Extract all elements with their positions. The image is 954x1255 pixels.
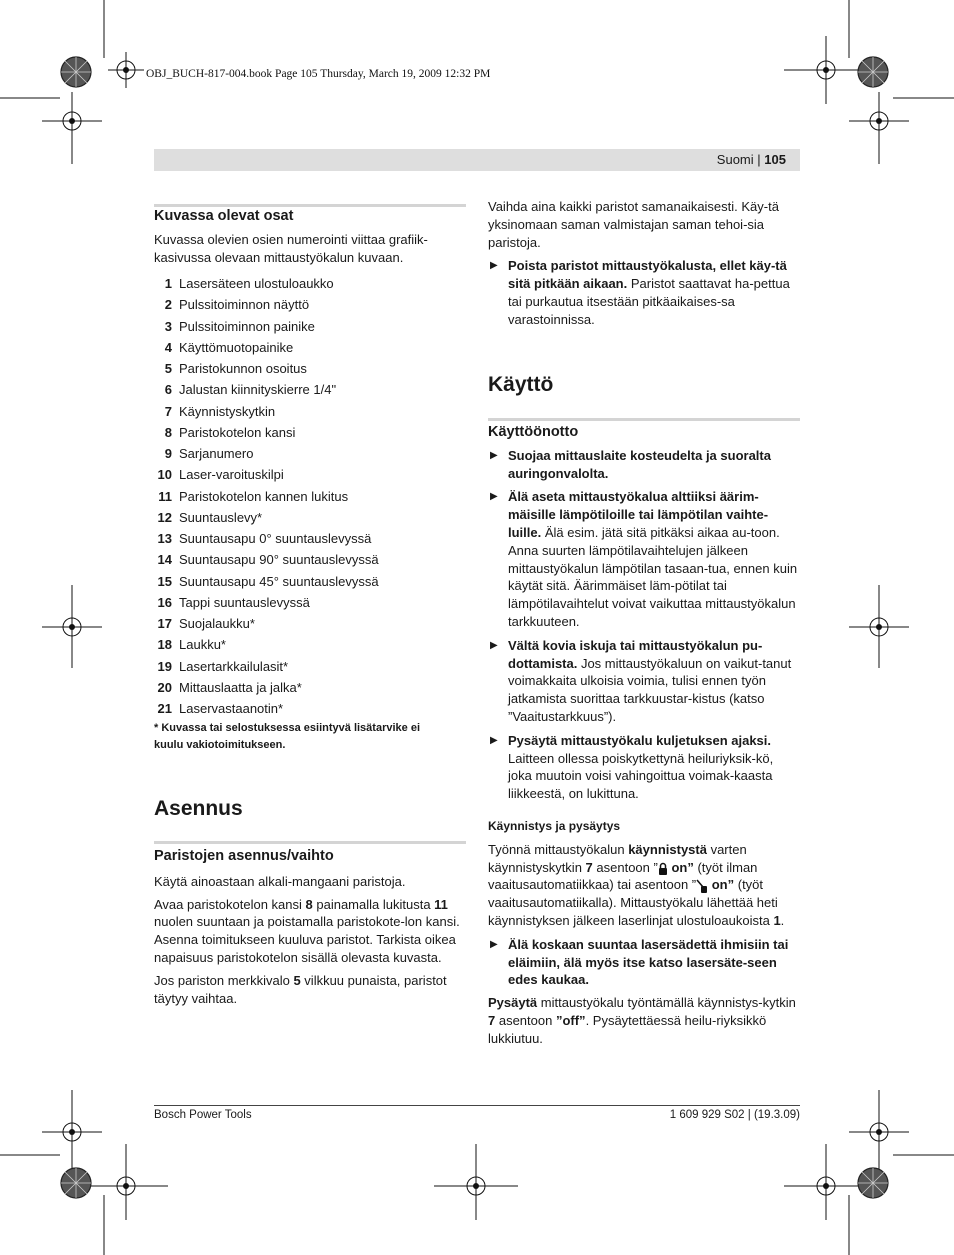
footer-doc-number: 1 609 929 S02 | (19.3.09) xyxy=(669,1109,800,1121)
part-number: 16 xyxy=(157,594,172,610)
part-label: Suuntauslevy* xyxy=(179,509,263,525)
operation-section xyxy=(488,373,800,396)
footnote xyxy=(154,720,466,753)
page-number: 105 xyxy=(764,152,786,167)
part-number: 2 xyxy=(164,297,172,313)
bullet-item: ▶ Vältä kovia iskuja tai mittaustyökalun pu-dottamista. Jos mittaustyökaluun on vaikut-tanut voimakkaita ulkoisia voimia, tulisi ennen työn jatkamista suorittaa tarkkuustar-kistus (katso ”Vaaitustarkkuus”). xyxy=(490,637,792,724)
footnote-line-2: kuulu vakiotoimitukseen. xyxy=(154,738,286,751)
list-item xyxy=(154,528,466,549)
part-number: 4 xyxy=(164,339,172,355)
battery-paragraph-4: Vaihda aina kaikki paristot samanaikaisesti. Käy-tä yksinomaan saman valmistajan saman tehoi-sia paristoja. xyxy=(488,199,779,250)
part-number: 17 xyxy=(157,616,172,631)
battery-paragraph-2: Avaa paristokotelon kansi 8 painamalla lukitusta 11 nuolen suuntaan ja poistamalla paristokote-lon kansi. Asenna toimitukseen kuuluva paristot. Tarkista oikea napaisuus paristokotelon sisällä olevasta kuvasta. xyxy=(154,896,460,965)
right-column-top xyxy=(488,198,800,329)
part-label: Käyttömuotopainike xyxy=(179,339,294,355)
part-number: 10 xyxy=(157,467,172,483)
startup-heading: Käyttöönotto xyxy=(488,424,579,440)
bullet-item: ▶ Poista paristot mittaustyökalusta, ellet käy-tä sitä pitkään aikaan. Paristot saattavat ha-pettua tai purkautua itsestään pitkäaikaises-sa varastoinnissa. xyxy=(490,258,790,327)
list-item xyxy=(154,358,466,379)
part-number: 15 xyxy=(157,573,172,589)
bullet-item: ▶ Pysäytä mittaustyökalu kuljetuksen ajaksi. Laitteen ollessa poiskytkettynä heiluriyksik-kö, joka muutoin voisi vahingoittua voimak-kaasta liikkeestä, on lukittuna. xyxy=(490,732,774,802)
part-label: Pulssitoiminnon painike xyxy=(179,318,315,334)
list-item xyxy=(154,443,466,464)
pendulum-icon xyxy=(696,879,708,893)
part-label: Suuntausapu 90° suuntauslevyssä xyxy=(179,552,379,568)
header-section: Suomi xyxy=(716,152,754,167)
parts-heading: Kuvassa olevat osat xyxy=(154,208,294,224)
bullet-arrow-icon: ▶ xyxy=(490,491,498,503)
part-label: Käynnistyskytkin xyxy=(179,403,276,419)
part-label: Paristokotelon kansi xyxy=(179,424,296,440)
part-label: Jalustan kiinnityskierre 1/4" xyxy=(179,382,337,398)
part-label: Tappi suuntauslevyssä xyxy=(179,594,310,610)
part-number: 8 xyxy=(164,424,172,440)
bullet-item: ▶ Älä koskaan suuntaa lasersädettä ihmisiin tai eläimiin, älä myös itse katso lasersäte-seen edes kaukaa. xyxy=(490,936,789,988)
part-label: Paristokunnon osoitus xyxy=(179,361,307,376)
part-number: 9 xyxy=(164,446,172,461)
header-separator: | xyxy=(757,152,761,167)
bullet-arrow-icon: ▶ xyxy=(490,734,498,746)
list-item xyxy=(154,401,466,422)
part-label: Lasertarkkailulasit* xyxy=(179,658,289,674)
list-item xyxy=(154,634,466,655)
header-label xyxy=(717,149,800,171)
list-item xyxy=(154,613,466,634)
part-number: 12 xyxy=(157,509,172,525)
startup-section xyxy=(488,424,800,1048)
part-number: 7 xyxy=(164,403,172,419)
list-item xyxy=(154,273,466,294)
part-label: Suuntausapu 45° suuntauslevyssä xyxy=(179,573,379,589)
operation-heading: Käyttö xyxy=(488,373,554,396)
list-item xyxy=(154,698,466,719)
part-label: Lasersäteen ulostuloaukko xyxy=(179,276,334,291)
part-number: 5 xyxy=(164,361,172,376)
list-item xyxy=(154,464,466,485)
bullet-arrow-icon: ▶ xyxy=(490,449,498,461)
switch-paragraph: Työnnä mittaustyökalun käynnistystä varten käynnistyskytkin 7 asentoon ” on” (työt ilman vaaitusautomatiikkaa) tai asentoon ” on” (työt vaaitusautomatiikalla). Mittaustyökalu lähettää heti käynnistyksen jälkeen laserlinjat ulostuloaukoista 1. xyxy=(488,841,785,928)
list-item xyxy=(154,592,466,613)
list-item xyxy=(154,294,466,315)
assembly-heading: Asennus xyxy=(154,797,243,820)
running-header xyxy=(154,149,800,171)
part-number: 19 xyxy=(157,658,172,674)
part-label: Pulssitoiminnon näyttö xyxy=(179,297,310,313)
list-item xyxy=(154,677,466,698)
part-label: Laukku* xyxy=(179,637,226,653)
bullet-arrow-icon: ▶ xyxy=(490,938,498,950)
list-item xyxy=(154,316,466,337)
part-number: 6 xyxy=(164,382,172,398)
section-rule xyxy=(154,204,466,207)
part-number: 13 xyxy=(157,531,172,546)
bullet-item: ▶ Suojaa mittauslaite kosteudelta ja suoralta auringonvalolta. xyxy=(490,447,771,481)
list-item xyxy=(154,422,466,443)
footnote-line-1: * Kuvassa tai selostuksessa esiintyvä lisätarvike ei xyxy=(154,722,420,734)
battery-paragraph-3: Jos pariston merkkivalo 5 vilkkuu punaista, paristot täytyy vaihtaa. xyxy=(154,972,447,1006)
list-item xyxy=(154,379,466,400)
part-label: Suojalaukku* xyxy=(179,616,255,631)
bullet-arrow-icon: ▶ xyxy=(490,260,498,272)
part-number: 14 xyxy=(157,552,172,568)
stop-paragraph: Pysäytä mittaustyökalu työntämällä käynnistys-kytkin 7 asentoon ”off”. Pysäytettäessä heilu-riyksikkö lukkiutuu. xyxy=(488,995,796,1046)
part-label: Paristokotelon kannen lukitus xyxy=(179,488,349,504)
part-number: 18 xyxy=(157,637,172,653)
list-item xyxy=(154,337,466,358)
list-item xyxy=(154,549,466,570)
battery-section xyxy=(154,848,466,1007)
part-number: 11 xyxy=(158,488,172,504)
section-rule xyxy=(488,418,800,421)
list-item xyxy=(154,507,466,528)
part-number: 3 xyxy=(164,318,172,334)
list-item xyxy=(154,656,466,677)
parts-section xyxy=(154,208,466,266)
bullet-arrow-icon: ▶ xyxy=(490,639,498,651)
part-label: Laservastaanotin* xyxy=(179,701,284,716)
page-footer xyxy=(154,1105,800,1121)
part-label: Suuntausapu 0° suuntauslevyssä xyxy=(179,531,372,546)
list-item xyxy=(154,486,466,507)
part-label: Laser-varoituskilpi xyxy=(179,467,284,483)
list-item xyxy=(154,571,466,592)
padlock-icon xyxy=(658,862,668,875)
battery-paragraph-1: Käytä ainoastaan alkali-mangaani paristoja. xyxy=(154,873,406,889)
part-number: 21 xyxy=(157,701,172,716)
part-label: Mittauslaatta ja jalka* xyxy=(179,679,302,695)
bullet-item: ▶ Älä aseta mittaustyökalua alttiiksi äärim-mäisille lämpötiloille tai lämpötilan vaihte-luille. Älä esim. jätä sitä pitkäksi aikaa au-toon. Anna suurten lämpötilavaihtelujen jälkeen mittaustyökalun lämpötilan tasaan-tua, ennen kuin käytät sitä. Äärimmäiset läm-pötilat tai lämpötilavaihtelut voivat vaikuttaa mittaustyökalun tarkkuuteen. xyxy=(490,489,798,629)
assembly-section xyxy=(154,797,466,820)
switch-heading: Käynnistys ja pysäytys xyxy=(488,818,621,833)
part-number: 1 xyxy=(164,276,172,291)
battery-heading: Paristojen asennus/vaihto xyxy=(154,848,334,864)
print-slug: OBJ_BUCH-817-004.book Page 105 Thursday, March 19, 2009 12:32 PM xyxy=(146,68,491,80)
footer-publisher: Bosch Power Tools xyxy=(154,1109,252,1121)
section-rule xyxy=(154,841,466,844)
part-number: 20 xyxy=(157,679,172,695)
parts-intro: Kuvassa olevien osien numerointi viittaa grafiik-kasivussa olevaan mittaustyökalun kuvaan. xyxy=(154,231,428,265)
part-label: Sarjanumero xyxy=(179,446,254,461)
parts-list xyxy=(154,273,466,719)
